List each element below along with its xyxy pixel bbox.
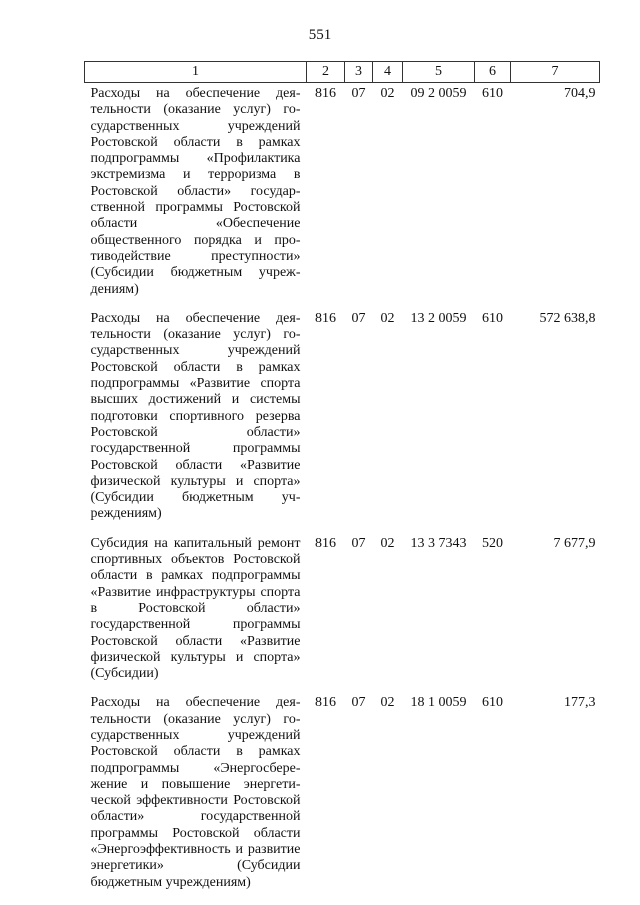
row-description: Расходы на обеспечение деятельности (оказание услуг) государственных учреждений Ростовской области в рамках подпрограммы «Энергосбережение и повышение энергетической эффективности Ростовской области» государственной программы Ростовской области «Энергоэффективность и развитие энергетики» (Субсидии бюджетным учреждениям) <box>90 695 301 890</box>
row-description: Расходы на обеспечение деятельности (оказание услуг) государственных учреждений Ростовской области в рамках подпрограммы «Развитие спорта высших достижений и системы подготовки спортивного резерва Ростовской области» государственной программы Ростовской области «Развитие физической культуры и спорта» (Субсидии бюджетным учреждениям) <box>90 310 301 522</box>
column-header: 6 <box>475 62 511 83</box>
row-amount: 7 677,9 <box>553 535 596 551</box>
row-description: Субсидия на капитальный ремонт спортивных объектов Ростовской области в рамках подпрограммы «Развитие инфраструктуры спорта в Ростовской области» государственной программы Ростовской области «Развитие физической культуры и спорта» (Субсидии) <box>90 535 301 682</box>
row-section-code: 07 <box>351 86 366 101</box>
table-row <box>85 308 600 533</box>
table-header-row <box>85 62 600 83</box>
table-row <box>85 692 600 901</box>
row-expense-type: 610 <box>482 86 503 101</box>
row-subsection-code: 02 <box>380 695 395 711</box>
row-expense-type: 610 <box>482 310 503 326</box>
column-header: 7 <box>511 62 600 83</box>
row-ministry-code: 816 <box>315 86 336 101</box>
column-header: 5 <box>403 62 475 83</box>
row-section-code: 07 <box>351 310 366 326</box>
row-amount: 572 638,8 <box>539 310 596 326</box>
row-section-code: 07 <box>351 695 366 711</box>
row-expense-type: 520 <box>482 535 503 551</box>
budget-table <box>84 61 600 901</box>
row-target-code: 13 2 0059 <box>410 310 467 326</box>
row-target-code: 09 2 0059 <box>410 86 467 101</box>
row-target-code: 18 1 0059 <box>410 695 467 711</box>
table-row <box>85 533 600 693</box>
row-ministry-code: 816 <box>315 695 336 711</box>
row-amount: 704,9 <box>564 86 596 101</box>
row-ministry-code: 816 <box>315 310 336 326</box>
column-header: 3 <box>345 62 373 83</box>
row-section-code: 07 <box>351 535 366 551</box>
row-subsection-code: 02 <box>380 86 395 101</box>
column-header: 2 <box>307 62 345 83</box>
row-ministry-code: 816 <box>315 535 336 551</box>
row-subsection-code: 02 <box>380 535 395 551</box>
table-row <box>85 83 600 308</box>
row-expense-type: 610 <box>482 695 503 711</box>
column-header: 4 <box>373 62 403 83</box>
row-subsection-code: 02 <box>380 310 395 326</box>
page-number: 551 <box>308 27 332 43</box>
row-target-code: 13 3 7343 <box>410 535 467 551</box>
column-header: 1 <box>85 62 307 83</box>
row-description: Расходы на обеспечение деятельности (оказание услуг) государственных учреждений Ростовской области в рамках подпрограммы «Профилактика экстремизма и терроризма в Ростовской области» государственной программы Ростовской области «Обеспечение общественного порядка и противодействие преступности» (Субсидии бюджетным учреждениям) <box>90 86 301 297</box>
row-amount: 177,3 <box>564 695 596 711</box>
